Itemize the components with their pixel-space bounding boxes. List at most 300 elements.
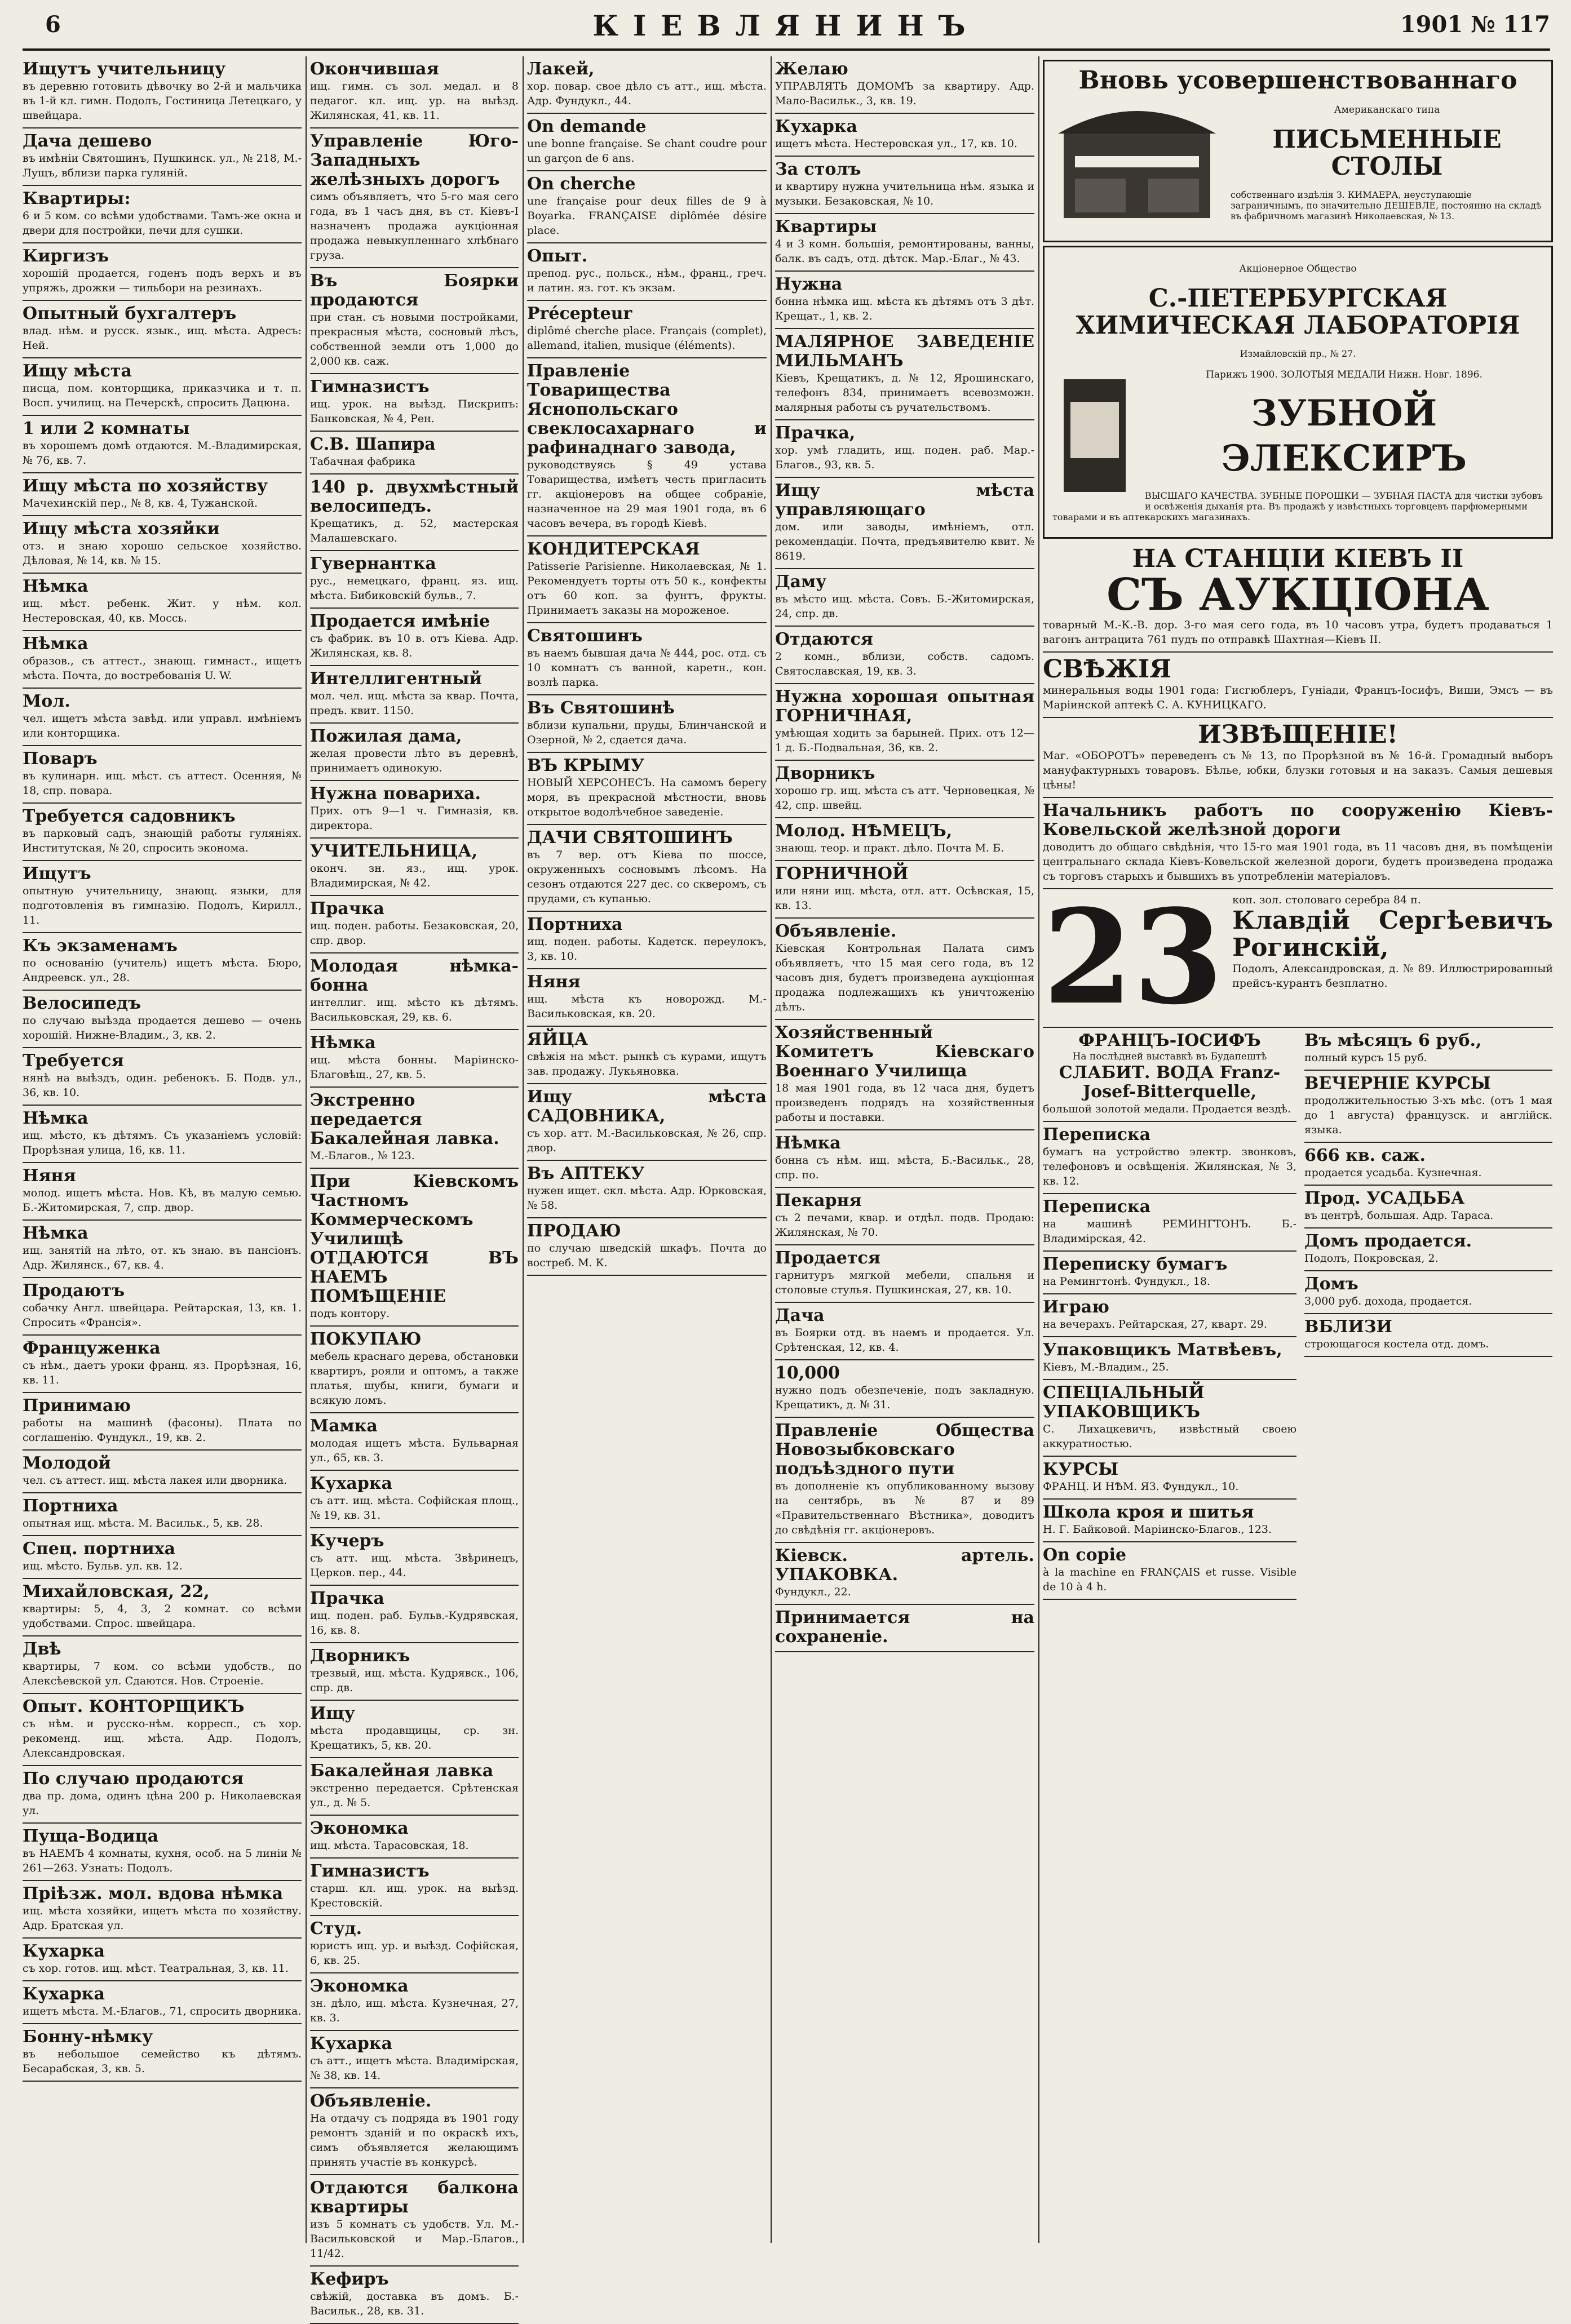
classified-ad-heading: Отдаются xyxy=(775,629,873,649)
classified-ad xyxy=(775,420,1034,478)
classified-ad-text: свѣжій, доставка въ домъ. Б.-Васильк., 28, кв. 31. xyxy=(310,2290,519,2317)
classified-ad xyxy=(23,473,302,516)
classified-ad xyxy=(23,689,302,746)
classified-ad xyxy=(310,953,519,1030)
mineral-water-heading: СВѢЖІЯ xyxy=(1043,655,1172,684)
classified-ad-heading: Кучеръ xyxy=(310,1531,384,1551)
column-rule xyxy=(1038,56,1039,2243)
mineral-water-advert xyxy=(1043,653,1553,718)
classified-ad-heading: Пожилая дама, xyxy=(310,726,462,746)
classified-ad-heading: On cherche xyxy=(527,174,636,194)
classified-ad-heading: Школа кроя и шитья xyxy=(1043,1502,1254,1522)
classified-ad-text: по основанію (учитель) ищетъ мѣста. Бюро, Андреевск. ул., 28. xyxy=(23,957,302,984)
classified-ad xyxy=(23,804,302,861)
classified-ad-heading: Опытный бухгалтеръ xyxy=(23,304,237,323)
classified-ad-text: въ хорошемъ домѣ отдаются. М.-Владимирская, № 76, кв. 7. xyxy=(23,440,302,467)
classified-ad-text: подъ контору. xyxy=(310,1307,390,1320)
lab-advert-address: Измайловскій пр., № 27. xyxy=(1240,348,1356,359)
classified-ad-text: une française pour deux filles de 9 à Boyarka. FRANÇAISE diplômée désire place. xyxy=(527,195,767,237)
classified-ad-heading: Святошинъ xyxy=(527,626,643,646)
classified-ad-heading: Кефиръ xyxy=(310,2269,389,2289)
classified-ad xyxy=(527,1218,767,1276)
classified-ad-text: 2 комн., вблизи, собств. садомъ. Святославская, 19, кв. 3. xyxy=(775,650,1034,677)
classified-ad xyxy=(527,114,767,171)
classified-ad-heading: On demande xyxy=(527,117,647,136)
classified-ad-heading: Домъ xyxy=(1304,1274,1358,1294)
classified-ad-text: влад. нѣм. и русск. язык., ищ. мѣста. Адресъ: Ней. xyxy=(23,325,302,352)
classified-ad xyxy=(310,2267,519,2324)
classified-ad-heading: Лакей, xyxy=(527,59,595,79)
classified-ad-text: ищ. мѣста бонны. Маріинско-Благовѣщ., 27, кв. 5. xyxy=(310,1054,519,1081)
classified-ad xyxy=(310,1916,519,1973)
desk-illustration-icon xyxy=(1052,94,1222,235)
classified-ad-text: съ атт. ищ. мѣста. Софійская площ., № 19, кв. 31. xyxy=(310,1494,519,1522)
classified-ad-text: хор. повар. свое дѣло съ атт., ищ. мѣста. Адр. Фундукл., 44. xyxy=(527,80,767,107)
mineral-water-text: минеральныя воды 1901 года: Гисгюблеръ, Гуніади, Францъ-Іосифъ, Виши, Эмсъ — въ Маріинской аптекѣ С. А. КУНИЦКАГО. xyxy=(1043,684,1553,711)
classified-ad xyxy=(1304,1228,1552,1271)
classified-ad xyxy=(775,272,1034,329)
franz-text: большой золотой медали. Продается вездѣ. xyxy=(1043,1103,1291,1115)
classified-ad-text: въ деревню готовить дѣвочку во 2-й и мальчика въ 1-й кл. гимн. Подолъ, Гостиница Летецкаго, у швейцара. xyxy=(23,80,302,122)
classified-ad-heading: Нѣмка xyxy=(23,634,88,654)
classified-ad-text: ищ. урок. на выѣзд. Пискрипъ: Банковская, № 4, Рен. xyxy=(310,398,519,425)
classified-ad xyxy=(775,861,1034,919)
classified-ad xyxy=(527,536,767,623)
classified-ad xyxy=(23,1336,302,1393)
classified-ad-text: продается усадьба. Кузнечная. xyxy=(1304,1167,1482,1179)
classified-ad-text: или няни ищ. мѣста, отл. атт. Осѣвская, 15, кв. 13. xyxy=(775,885,1034,912)
classified-ad-heading: ГОРНИЧНОЙ xyxy=(775,864,909,884)
classified-ad xyxy=(23,416,302,473)
classified-ad-text: оконч. зн. яз., ищ. урок. Владимирская, № 42. xyxy=(310,862,519,889)
classified-ad-text: квартиры, 7 ком. со всѣми удобств., по Алексѣевской ул. Сдаются. Нов. Строеніе. xyxy=(23,1660,302,1687)
classified-ad-text: гарнитуръ мягкой мебели, спальня и столовые стулья. Пушкинская, 27, кв. 10. xyxy=(775,1269,1034,1296)
classified-ad-text: работы на машинѣ (фасоны). Плата по соглашенію. Фундукл., 19, кв. 2. xyxy=(23,1417,302,1444)
desk-advert-sub: Американскаго типа xyxy=(1334,104,1440,116)
classified-ad-heading: ВБЛИЗИ xyxy=(1304,1317,1392,1337)
classified-ad xyxy=(23,56,302,128)
franz-title: СЛАБИТ. ВОДА Franz-Josef-Bitterquelle, xyxy=(1059,1063,1281,1102)
classified-ad-text: изъ 5 комнатъ съ удобств. Ул. М.-Васильковской и Мар.-Благов., 11/42. xyxy=(310,2218,519,2260)
classified-ad xyxy=(310,1859,519,1916)
classified-ad xyxy=(775,1020,1034,1130)
classified-ad-text: мебель краснаго дерева, обстановки квартиръ, рояли и оптомъ, а также платья, шубы, книги, бумаги и всякую ломъ. xyxy=(310,1350,519,1407)
classified-ad-heading: Нѣмка xyxy=(23,1223,88,1243)
desk-advert-heading: Вновь усовершенствованнаго xyxy=(1078,66,1517,95)
franz-sub: На послѣдней выставкѣ въ Будапештѣ xyxy=(1072,1051,1267,1062)
classified-ad-text: въ 7 вер. отъ Кіева по шоссе, окруженныхъ сосновымъ лѣсомъ. На сезонъ отдаются 227 дес. со скверомъ, съ прудами, съ купанью. xyxy=(527,849,767,905)
classified-ad-text: Фундукл., 22. xyxy=(775,1586,851,1598)
classified-ad-text: въ наемъ бывшая дача № 444, рос. отд. съ 10 комнатъ съ ванной, каретн., кон. возлѣ парка. xyxy=(527,647,767,689)
classified-ad xyxy=(23,1981,302,2024)
classified-ad xyxy=(1043,1122,1296,1194)
classified-ad xyxy=(23,1163,302,1221)
desk-advert-text: собственнаго издѣлія З. КИМАЕРА, неуступающіе заграничнымъ, по значительно ДЕШЕВЛЕ, постоянно на складѣ въ фабричномъ магазинѣ Николаевская, № 13. xyxy=(1231,189,1542,221)
classified-ad-heading: Нѣмка xyxy=(310,1033,376,1053)
classified-ad-text: свѣжія на мѣст. рынкѣ съ курами, ищутъ зав. продажу. Лукьяновка. xyxy=(527,1050,767,1077)
classified-ad-text: мол. чел. ищ. мѣста за квар. Почта, предъ. квит. 1150. xyxy=(310,690,519,717)
classified-ad-heading: Экстренно передается Бакалейная лавка. xyxy=(310,1090,499,1148)
classified-ad-heading: Ищу мѣста управляющаго xyxy=(775,481,1034,520)
classified-ad-heading: On copie xyxy=(1043,1545,1127,1565)
classified-ad-heading: Дворникъ xyxy=(775,764,875,783)
classified-ad-text: опытная ищ. мѣста. М. Васильк., 5, кв. 28. xyxy=(23,1517,263,1529)
classified-ad-text: въ центрѣ, большая. Адр. Тараса. xyxy=(1304,1209,1494,1222)
classified-ad-heading: Въ Святошинѣ xyxy=(527,698,675,718)
classified-ad-text: въ парковый садъ, знающій работы гуляніях. Институтская, № 20, спросить эконома. xyxy=(23,827,302,854)
classified-ad xyxy=(527,1027,767,1084)
classified-ad-text: бумагъ на устройство электр. звонковъ, телефоновъ и освѣщенія. Жилянская, № 3, кв. 12. xyxy=(1043,1146,1296,1187)
classified-ad-text: ищ. поден. работы. Безаковская, 20, спр. двор. xyxy=(310,920,519,947)
classified-ad xyxy=(1304,1028,1552,1071)
classified-ad xyxy=(23,1939,302,1981)
classified-ad-heading: Продается имѣніе xyxy=(310,611,490,631)
classified-ad xyxy=(310,374,519,432)
classified-ad-heading: Нѣмка xyxy=(775,1133,841,1153)
column-2 xyxy=(310,56,519,2317)
classified-ad-text: à la machine en FRANÇAIS et russe. Visible de 10 à 4 h. xyxy=(1043,1566,1296,1593)
classified-ad-heading: ПОКУПАЮ xyxy=(310,1329,422,1349)
classified-ad xyxy=(775,1360,1034,1418)
classified-ad xyxy=(775,478,1034,569)
classified-ad-text: желая провести лѣто въ деревнѣ, принимаетъ одинокую. xyxy=(310,747,519,774)
classified-ad xyxy=(310,2175,519,2267)
column-3 xyxy=(527,56,767,2243)
classified-ad-text: по случаю выѣзда продается дешево — очень хорошій. Нижне-Владим., 3, кв. 2. xyxy=(23,1014,302,1041)
classified-ad xyxy=(23,1393,302,1451)
classified-ad-text: ищ. мѣста хозяйки, ищетъ мѣста по хозяйству. Адр. Братская ул. xyxy=(23,1905,302,1932)
notice-heading: ИЗВѢЩЕНІЕ! xyxy=(1198,720,1398,749)
classified-ad-text: симъ объявляетъ, что 5-го мая сего года, въ 1 часъ дня, въ ст. Кіевъ-І назначенъ продажа аукціонная продажа невыкупленнаго хлѣбнаго груза. xyxy=(310,190,519,261)
classified-ad-text: въ дополненіе къ опубликованному вызову на сентябрь, въ № 87 и 89 «Правительственнаго Вѣстника», доводитъ до свѣдѣнія гг. акціонеровъ. xyxy=(775,1480,1034,1536)
classified-ad-text: Кіевъ, М.-Владим., 25. xyxy=(1043,1361,1169,1373)
classified-ad-heading: Двѣ xyxy=(23,1639,61,1659)
lab-advert-medals: Парижъ 1900. ЗОЛОТЫЯ МЕДАЛИ Нижн. Новг. 1896. xyxy=(1206,369,1483,380)
courses-column xyxy=(1304,1028,1552,1600)
classified-ad xyxy=(310,1528,519,1586)
classified-ad xyxy=(1043,1252,1296,1294)
classified-ad-text: въ мѣсто ищ. мѣста. Совъ. Б.-Житомирская, 24, спр. дв. xyxy=(775,593,1034,620)
classified-ad-heading: Няня xyxy=(23,1166,76,1186)
classified-ad-text: нужно подъ обезпеченіе, подъ закладную. Крещатикъ, д. № 31. xyxy=(775,1384,1034,1411)
classified-ad-heading: 140 р. двухмѣстный велосипедъ. xyxy=(310,477,519,516)
classified-ad xyxy=(775,818,1034,861)
classified-ad-text: Мачехинскій пер., № 8, кв. 4, Тужанской. xyxy=(23,497,258,509)
classified-ad-text: руководствуясь § 49 устава Товарищества, имѣетъ честь пригласить гг. акціонеровъ на общее собраніе, назначенное на 29 мая 1901 года, въ 6 часовъ вечера, въ городѣ Кіевѣ. xyxy=(527,459,767,530)
classified-ad xyxy=(1043,1542,1296,1600)
notice-advert xyxy=(1043,718,1553,798)
classified-ad-text: писца, пом. конторщика, приказчика и т. п. Восп. училищ. на Печерскѣ, спросить Дацюна. xyxy=(23,382,302,409)
classified-ad-text: въ имѣніи Святошинъ, Пушкинск. ул., № 218, М.-Лущъ, вблизи парка гуляній. xyxy=(23,152,302,179)
column-4 xyxy=(775,56,1034,2243)
classified-ad-heading: Михайловская, 22, xyxy=(23,1582,210,1602)
classified-ad xyxy=(310,1643,519,1701)
classified-ad xyxy=(23,1221,302,1278)
classified-ad-text: дом. или заводы, имѣніемъ, отл. рекомендаціи. Почта, предъявителю квит. № 8619. xyxy=(775,521,1034,562)
classified-ad-heading: Прод. УСАДЬБА xyxy=(1304,1188,1465,1208)
classified-ad-heading: Правленіе Общества Новозыбковскаго подъѣздного пути xyxy=(775,1421,1034,1479)
classified-ad-text: ищ. мѣста къ новорожд. М.-Васильковская, кв. 20. xyxy=(527,993,767,1020)
classified-ad xyxy=(310,551,519,609)
classified-ad-heading: Въ мѣсяцъ 6 руб., xyxy=(1304,1031,1482,1050)
classified-ad-heading: Дворникъ xyxy=(310,1646,410,1666)
classified-ad xyxy=(527,243,767,301)
classified-ad xyxy=(1043,1194,1296,1252)
classified-ad-text: съ нѣм., даетъ уроки франц. яз. Прорѣзная, 16, кв. 11. xyxy=(23,1359,302,1386)
classified-ad xyxy=(310,1327,519,1413)
lab-advert xyxy=(1043,246,1553,539)
classified-ad-heading: Квартиры: xyxy=(23,189,131,209)
classified-ad-text: ищ. поден. раб. Бульв.-Кудрявская, 16, кв. 8. xyxy=(310,1609,519,1636)
classified-ad xyxy=(775,919,1034,1020)
classified-ad-heading: Кіевск. артель. УПАКОВКА. xyxy=(775,1546,1034,1585)
classified-ad-text: На отдачу съ подряда въ 1901 году ремонтъ зданій и по окраскѣ ихъ, симъ объявляется желающимъ принять участіе въ конкурсѣ. xyxy=(310,2112,519,2168)
classified-ad-text: въ кулинарн. ищ. мѣст. съ аттест. Осенняя, № 18, спр. повара. xyxy=(23,770,302,797)
classified-ad-heading: Нужна хорошая опытная ГОРНИЧНАЯ, xyxy=(775,687,1034,726)
classified-ad xyxy=(23,933,302,991)
classified-ad xyxy=(527,695,767,753)
column-5 xyxy=(1043,56,1553,2243)
classified-ad-text: съ фабрик. въ 10 в. отъ Кіева. Адр. Жилянская, кв. 8. xyxy=(310,632,519,659)
classified-ad-text: продолжительностью 3-хъ мѣс. (отъ 1 мая до 1 августа) французск. и англійск. языка. xyxy=(1304,1094,1552,1136)
classified-ad-heading: Пуща-Водица xyxy=(23,1826,159,1846)
classified-ad-heading: Кухарка xyxy=(310,2034,392,2054)
franz-column xyxy=(1043,1028,1296,1600)
classified-ad xyxy=(310,56,519,128)
classified-ad-heading: Упаковщикъ Матвѣевъ, xyxy=(1043,1340,1282,1360)
column-rule xyxy=(523,56,524,2243)
classified-ad-text: зн. дѣло, ищ. мѣста. Кузнечная, 27, кв. 3. xyxy=(310,1997,519,2024)
classified-ad xyxy=(775,1188,1034,1245)
classified-ad-text: экстренно передается. Срѣтенская ул., д. № 5. xyxy=(310,1782,519,1809)
classified-ad-text: юристъ ищ. ур. и выѣзд. Софійская, 6, кв. 25. xyxy=(310,1940,519,1967)
classified-ad-text: съ атт., ищетъ мѣста. Владимірская, № 38, кв. 14. xyxy=(310,2055,519,2082)
classified-ad-text: Кіевъ, Крещатикъ, д. № 12, Ярошинскаго, телефонъ 834, принимаетъ всевозможн. малярныя работы съ ручательствомъ. xyxy=(775,372,1034,414)
classified-ad-heading: Пріѣзж. мол. вдова нѣмка xyxy=(23,1884,284,1904)
lower-right-block xyxy=(1043,1028,1553,1600)
classified-ad xyxy=(775,627,1034,684)
classified-ad-text: отз. и знаю хорошо сельское хозяйство. Дѣловая, № 14, кв. № 15. xyxy=(23,540,302,567)
classified-ad-heading: КОНДИТЕРСКАЯ xyxy=(527,539,700,559)
classified-ad xyxy=(775,1303,1034,1360)
classified-ad xyxy=(1043,1457,1296,1500)
classified-ad xyxy=(775,56,1034,114)
classified-ad-heading: Гувернантка xyxy=(310,554,436,574)
classified-ad xyxy=(527,969,767,1027)
classified-ad xyxy=(527,912,767,969)
classified-ad xyxy=(23,1278,302,1336)
classified-ad-heading: ДАЧИ СВЯТОШИНЪ xyxy=(527,828,733,848)
classified-ad-text: на вечерахъ. Рейтарская, 27, кварт. 29. xyxy=(1043,1318,1267,1330)
classified-ad-heading: Принимаю xyxy=(23,1396,131,1416)
classified-ad-heading: Мамка xyxy=(310,1416,378,1436)
classified-ad-heading: Киргизъ xyxy=(23,246,109,266)
classified-ad xyxy=(310,474,519,551)
classified-ad-heading: Желаю xyxy=(775,59,848,79)
classified-ad xyxy=(527,1161,767,1218)
classified-ad xyxy=(310,1758,519,1816)
silver-text: Подолъ, Александровская, д. № 89. Иллюстрированный прейсъ-курантъ безплатно. xyxy=(1232,963,1553,990)
classified-ad xyxy=(23,1824,302,1881)
classified-ad-heading: Нѣмка xyxy=(23,1108,88,1128)
classified-ad-heading: 666 кв. саж. xyxy=(1304,1146,1426,1165)
railway-text: доводитъ до общаго свѣдѣнія, что 15-го мая 1901 года, въ 11 часовъ дня, въ помѣщеніи центральнаго склада Кіевъ-Ковельской железной дороги, будетъ произведена продажа съ торговъ старыхъ и бывшихъ въ употребленіи матеріаловъ. xyxy=(1043,841,1553,882)
classified-ad-heading: Ищу мѣста САДОВНИКА, xyxy=(527,1087,767,1126)
classified-ad-text: Patisserie Parisienne. Николаевская, № 1. Рекомендуетъ торты отъ 50 к., конфекты отъ 60 коп. за фунтъ, фрукты. Принимаетъ заказы на мороженое. xyxy=(527,560,767,617)
classified-ad-heading: Гимназистъ xyxy=(310,377,430,397)
classified-ad-heading: При Кіевскомъ Частномъ Коммерческомъ Училищѣ ОТДАЮТСЯ ВЪ НАЕМЪ ПОМѢЩЕНІЕ xyxy=(310,1172,519,1306)
column-rule xyxy=(306,56,307,2243)
classified-ad xyxy=(310,1586,519,1643)
classified-ad-heading: Нужна xyxy=(775,274,843,294)
classified-ad-text: УПРАВЛЯТЬ ДОМОМЪ за квартиру. Адр. Мало-Васильк., 3, кв. 19. xyxy=(775,80,1034,107)
classified-ad xyxy=(775,1130,1034,1188)
classified-ad xyxy=(310,432,519,474)
classified-ad-heading: Молод. НѢМЕЦЪ, xyxy=(775,821,953,841)
classified-ad-text: мѣста продавщицы, ср. зн. Крещатикъ, 5, кв. 20. xyxy=(310,1724,519,1751)
classified-ad-heading: Гимназистъ xyxy=(310,1861,430,1881)
classified-ad-heading: Молодой xyxy=(23,1453,111,1473)
classified-ad-text: знающ. теор. и практ. дѣло. Почта М. Б. xyxy=(775,842,1004,854)
classified-ad xyxy=(310,666,519,724)
classified-ad-heading: Прачка, xyxy=(775,423,856,443)
auction-pre: НА СТАНЦІИ КІЕВЪ ІІ xyxy=(1132,544,1464,573)
classified-ad xyxy=(23,1881,302,1939)
classified-ad-text: diplômé cherche place. Français (complet), allemand, italien, musique (éléments). xyxy=(527,325,767,352)
classified-ad-text: хор. умѣ гладить, ищ. поден. раб. Мар.-Благов., 93, кв. 5. xyxy=(775,444,1034,471)
classified-ad-heading: Няня xyxy=(527,972,581,992)
classified-ad xyxy=(310,1701,519,1758)
lab-advert-pre: Акціонерное Общество xyxy=(1239,263,1357,274)
classified-ad-heading: Поваръ xyxy=(23,749,98,769)
classified-ad xyxy=(1304,1314,1552,1357)
classified-ad-text: съ 2 печами, квар. и отдѣл. подв. Продаю: Жилянская, № 70. xyxy=(775,1212,1034,1239)
classified-ad-text: ищетъ мѣста. Нестеровская ул., 17, кв. 10. xyxy=(775,138,1017,150)
desk-advert-title: ПИСЬМЕННЫЕ СТОЛЫ xyxy=(1272,125,1502,181)
classified-ad-heading: Пекарня xyxy=(775,1191,862,1210)
classified-ad xyxy=(310,1169,519,1327)
classified-ad-heading: Къ экзаменамъ xyxy=(23,936,178,956)
classified-ad xyxy=(775,329,1034,420)
classified-ad xyxy=(310,268,519,374)
classified-ad-text: ищетъ мѣста. М.-Благов., 71, спросить дворника. xyxy=(23,2005,302,2017)
classified-ad-heading: Мол. xyxy=(23,691,70,711)
classified-ad xyxy=(527,358,767,536)
classified-ad xyxy=(23,1766,302,1824)
classified-ad-text: рус., немецкаго, франц. яз. ищ. мѣста. Бибиковскій бульв., 7. xyxy=(310,575,519,602)
classified-ad-heading: Переписка xyxy=(1043,1125,1151,1145)
classified-ad-heading: Кухарка xyxy=(23,1941,105,1961)
classified-ad xyxy=(775,214,1034,272)
classified-ad-heading: Управленіе Юго-Западныхъ желѣзныхъ дорогъ xyxy=(310,131,519,189)
classified-ad xyxy=(527,301,767,358)
classified-ad-text: хорошій продается, годенъ подъ верхъ и въ упряжь, дрожки — тильбори на резинахъ. xyxy=(23,267,302,294)
classified-ad xyxy=(23,1451,302,1493)
classified-ad-heading: Квартиры xyxy=(775,217,877,237)
classified-ad-text: бонна съ нѣм. ищ. мѣста, Б.-Васильк., 28, спр. по. xyxy=(775,1154,1034,1181)
classified-ad xyxy=(310,1816,519,1859)
classified-ad-heading: Требуется садовникъ xyxy=(23,806,236,826)
classified-ad-text: ищ. занятій на лѣто, от. къ знаю. въ пансіонъ. Адр. Жилянск., 67, кв. 4. xyxy=(23,1244,302,1271)
classified-ad-heading: Спец. портниха xyxy=(23,1539,176,1559)
classified-ad xyxy=(23,574,302,631)
classified-ad-heading: Дача дешево xyxy=(23,131,152,151)
classified-ad-text: чел. съ аттест. ищ. мѣста лакея или дворника. xyxy=(23,1474,287,1487)
classified-ad-text: 18 мая 1901 года, въ 12 часа дня, будетъ произведенъ подрядъ на хозяйственныя работы и поставки. xyxy=(775,1082,1034,1124)
classified-ad-text: 6 и 5 ком. со всѣми удобствами. Тамъ-же окна и двери для постройки, печи для сушки. xyxy=(23,210,302,237)
classified-ad-heading: Опыт. xyxy=(527,246,588,266)
classified-ad-heading: Въ АПТЕКУ xyxy=(527,1164,645,1183)
classified-ad xyxy=(23,991,302,1048)
classified-ad-heading: 1 или 2 комнаты xyxy=(23,419,190,438)
classified-ad xyxy=(310,839,519,896)
classified-ad-text: по случаю шведскій шкафъ. Почта до востреб. М. К. xyxy=(527,1242,767,1269)
classified-ad-heading: ВЕЧЕРНІЕ КУРСЫ xyxy=(1304,1074,1491,1093)
classified-ad xyxy=(1043,1337,1296,1380)
classified-ad-text: молод. ищетъ мѣста. Нов. Кѣ, въ малую семью. Б.-Житомирская, 7, спр. двор. xyxy=(23,1187,302,1214)
classified-ad-text: нужен ищет. скл. мѣста. Адр. Юрковская, № 58. xyxy=(527,1185,767,1212)
classified-ad xyxy=(775,1418,1034,1543)
classified-ad-heading: Нужна повариха. xyxy=(310,784,481,804)
classified-ad-heading: Экономка xyxy=(310,1976,409,1996)
classified-ad-text: на Ремингтонѣ. Фундукл., 18. xyxy=(1043,1275,1211,1288)
newspaper-title: КІЕВЛЯНИНЪ xyxy=(592,9,980,42)
classified-ad-heading: Ищутъ xyxy=(23,864,91,884)
classified-ad-text: на машинѣ РЕМИНГТОНЪ. Б.-Владимірская, 42. xyxy=(1043,1218,1296,1245)
classified-ad xyxy=(23,516,302,574)
classified-ad-heading: Портниха xyxy=(527,915,623,934)
classified-ad-text: съ атт. ищ. мѣста. Звѣринецъ, Церков. пер., 44. xyxy=(310,1552,519,1579)
classified-ad-heading: Домъ продается. xyxy=(1304,1231,1472,1251)
classified-ad-heading: Экономка xyxy=(310,1819,409,1838)
classified-ad-text: ищ. поден. работы. Кадетск. переулокъ, 3, кв. 10. xyxy=(527,935,767,963)
classified-ad xyxy=(310,781,519,839)
classified-ad-text: трезвый, ищ. мѣста. Кудрявск., 106, спр. дв. xyxy=(310,1667,519,1694)
classified-ad-heading: СПЕЦІАЛЬНЫЙ УПАКОВЩИКЪ xyxy=(1043,1383,1205,1422)
masthead-rule xyxy=(23,48,1550,51)
classified-ad xyxy=(775,1605,1034,1652)
classified-ad xyxy=(23,1636,302,1694)
classified-ad-heading: Объявленіе. xyxy=(775,921,897,941)
classified-ad xyxy=(310,128,519,268)
classified-ad-text: въ НАЕМЪ 4 комнаты, кухня, особ. на 5 линіи № 261—263. Узнать: Подолъ. xyxy=(23,1847,302,1874)
classified-ad-heading: Окончившая xyxy=(310,59,439,79)
classified-ad-heading: Велосипедъ xyxy=(23,994,141,1013)
classified-ad xyxy=(1304,1271,1552,1314)
classified-ad-heading: Даму xyxy=(775,572,827,592)
classified-ad-heading: Молодая нѣмка-бонна xyxy=(310,956,519,995)
classified-ad-text: въ небольшое семейство къ дѣтямъ. Бесарабская, 3, кв. 5. xyxy=(23,2048,302,2075)
classified-ad xyxy=(310,1088,519,1169)
classified-ad-heading: Бакалейная лавка xyxy=(310,1761,494,1781)
silver-heading: Клавдій Сергѣевичъ Рогинскій, xyxy=(1232,906,1553,962)
page-number: 6 xyxy=(45,11,61,38)
classified-ad xyxy=(23,631,302,689)
classified-ad-text: при стан. съ новыми постройками, прекрасныя мѣста, сосновый лѣсъ, собственной земли отъ 1,000 до 2,000 кв. саж. xyxy=(310,311,519,367)
classified-ad-heading: ЯЙЦА xyxy=(527,1030,588,1049)
classified-ad-text: полный курсъ 15 руб. xyxy=(1304,1052,1427,1064)
classified-ad-heading: Играю xyxy=(1043,1297,1109,1317)
classified-ad xyxy=(527,171,767,243)
classified-ad-heading: Француженка xyxy=(23,1338,161,1358)
classified-ad-heading: 10,000 xyxy=(775,1363,840,1383)
auction-heading: СЪ АУКЦІОНА xyxy=(1107,569,1489,620)
classified-ad xyxy=(1043,1500,1296,1542)
classified-ad xyxy=(23,1493,302,1536)
classified-ad-heading: МАЛЯРНОЕ ЗАВЕДЕНІЕ МИЛЬМАНЪ xyxy=(775,332,1034,371)
classified-ad-heading: Продается xyxy=(775,1248,880,1268)
classified-ad-text: 4 и 3 комн. большія, ремонтированы, ванны, балк. въ садъ, отд. дѣтск. Мар.-Благ., № 43. xyxy=(775,238,1034,265)
